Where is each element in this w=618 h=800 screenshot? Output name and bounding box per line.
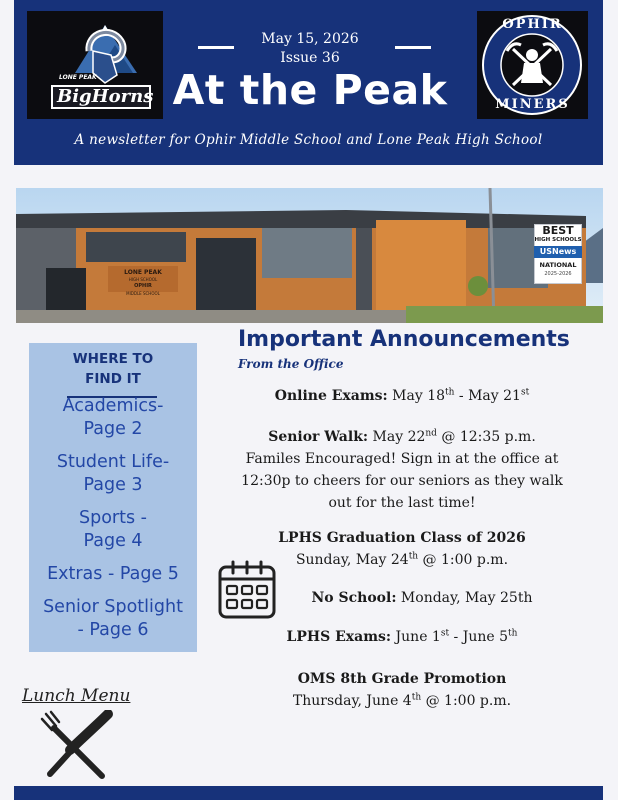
fork-knife-icon <box>40 710 116 782</box>
graduation-date-a: Sunday, May 24 <box>295 552 409 568</box>
award-line2: HIGH SCHOOLS <box>534 237 582 243</box>
sidebar-item-student-life-line1: Student Life- <box>56 452 170 472</box>
online-exams-sup-b: st <box>520 387 530 398</box>
announcement-promotion <box>206 668 598 712</box>
sidebar-item-academics[interactable] <box>31 395 195 441</box>
graduation-label: LPHS Graduation Class of 2026 <box>278 530 526 546</box>
senior-walk-time: @ 12:35 p.m. <box>436 429 536 445</box>
graduation-sup-a: th <box>408 551 419 562</box>
senior-walk-line2: Familes Encouraged! Sign in at the office at <box>245 451 559 467</box>
issue-date: May 15, 2026 <box>261 31 359 47</box>
no-school-label: No School: <box>311 590 397 606</box>
senior-walk-label: Senior Walk: <box>268 429 369 445</box>
footer-band <box>14 786 603 800</box>
bighorns-logo-top-text: LONE PEAK <box>59 74 97 81</box>
bighorns-logo <box>27 11 163 119</box>
online-exams-sup-a: th <box>445 387 455 398</box>
announcement-lphs-exams <box>206 626 598 648</box>
announcement-senior-walk <box>206 426 598 514</box>
building-sign <box>108 269 178 297</box>
sidebar-item-senior-spotlight[interactable] <box>31 596 195 642</box>
building-sign-line4: MIDDLE SCHOOL <box>126 291 160 296</box>
announcements-title: Important Announcements <box>238 327 570 352</box>
online-exams-date-b: - May 21 <box>454 388 521 404</box>
school-building-image <box>16 188 603 323</box>
building-sign-line1: LONE PEAK <box>124 269 162 276</box>
newsletter-tagline: A newsletter for Ophir Middle School and Lone Peak High School <box>74 132 543 148</box>
award-line5: 2025-2026 <box>544 271 572 277</box>
building-sign-line3: OPHIR <box>134 283 152 289</box>
sidebar-heading-line2: FIND IT <box>85 371 141 387</box>
senior-walk-line3: 12:30p to cheers for our seniors as they walk <box>241 473 563 489</box>
lphs-exams-date-b: - June 5 <box>449 629 509 645</box>
promotion-time: @ 1:00 p.m. <box>421 693 512 709</box>
us-news-award-badge <box>534 224 582 284</box>
announcement-online-exams <box>206 385 598 407</box>
promotion-sup-a: th <box>411 692 422 703</box>
ophir-logo-top-text: OPHIR <box>502 17 563 32</box>
ophir-miners-logo <box>477 11 588 119</box>
sidebar-item-student-life-line2: Page 3 <box>83 475 143 495</box>
where-to-find-it-sidebar <box>29 343 197 652</box>
header-rule-left <box>198 46 234 49</box>
ophir-logo-bottom-text: MINERS <box>495 97 570 112</box>
sidebar-item-extras-line1: Extras - Page 5 <box>47 564 179 584</box>
promotion-label: OMS 8th Grade Promotion <box>297 671 507 687</box>
lunch-menu-link[interactable]: Lunch Menu <box>22 686 131 706</box>
bighorns-logo-script-text: BigHorns <box>57 86 154 107</box>
promotion-date-a: Thursday, June 4 <box>292 693 412 709</box>
sidebar-item-sports[interactable] <box>31 507 195 553</box>
senior-walk-line4: out for the last time! <box>328 495 476 511</box>
sidebar-item-extras[interactable] <box>31 563 195 586</box>
sidebar-item-sports-line2: Page 4 <box>83 531 143 551</box>
sidebar-item-student-life[interactable] <box>31 451 195 497</box>
graduation-time: @ 1:00 p.m. <box>418 552 509 568</box>
senior-walk-sup-a: nd <box>425 428 437 439</box>
lphs-exams-sup-a: st <box>440 628 450 639</box>
sidebar-item-sports-line1: Sports - <box>79 508 147 528</box>
sidebar-item-academics-line2: Page 2 <box>83 419 143 439</box>
sidebar-heading <box>29 349 197 389</box>
online-exams-date-a: May 18 <box>387 388 446 404</box>
header-rule-right <box>395 46 431 49</box>
sidebar-item-senior-spotlight-line2: - Page 6 <box>77 620 149 640</box>
lphs-exams-sup-b: th <box>508 628 518 639</box>
issue-number: Issue 36 <box>280 50 340 66</box>
award-line3: USNews <box>534 246 582 258</box>
sidebar-item-senior-spotlight-line1: Senior Spotlight <box>43 597 183 617</box>
award-line4: NATIONAL <box>539 261 577 269</box>
announcements-subtitle: From the Office <box>238 357 344 371</box>
award-line1: BEST <box>542 224 574 237</box>
newsletter-title: At the Peak <box>172 66 448 114</box>
building-sign-line2: HIGH SCHOOL <box>128 277 158 282</box>
senior-walk-date-a: May 22 <box>368 429 426 445</box>
school-building-photo <box>16 188 603 323</box>
sidebar-item-academics-line1: Academics- <box>62 396 164 416</box>
no-school-date: Monday, May 25th <box>396 590 533 606</box>
online-exams-label: Online Exams: <box>274 388 388 404</box>
lphs-exams-label: LPHS Exams: <box>286 629 392 645</box>
lphs-exams-date-a: June 1 <box>391 629 441 645</box>
announcement-no-school <box>246 587 598 609</box>
sidebar-heading-line1: WHERE TO <box>72 351 154 367</box>
